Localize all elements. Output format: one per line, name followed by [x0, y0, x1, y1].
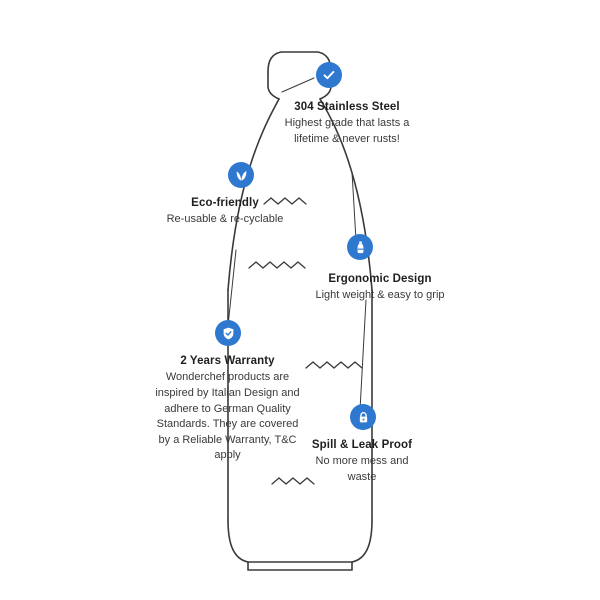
check-icon: [316, 62, 342, 88]
feature-304-stainless-steel: [272, 100, 422, 148]
wavy-line-divider: [249, 262, 305, 268]
feature-title: Spill & Leak Proof: [311, 439, 413, 451]
feature-description: Highest grade that lasts a lifetime & never rusts!: [284, 117, 410, 145]
feature-description: Light weight & easy to grip: [315, 289, 445, 302]
shield-check-icon: [215, 320, 241, 346]
feature-title: 304 Stainless Steel: [294, 101, 400, 113]
bottle-icon: [347, 234, 373, 260]
wavy-line-divider: [306, 362, 362, 368]
feature-ergonomic-design: [300, 272, 460, 304]
feature-2-years-warranty: [150, 354, 305, 464]
feature-description: Wonderchef products are inspired by Italian Design and adhere to German Quality Standards. They are covered by a Reliable Warranty, T&C apply: [155, 371, 300, 462]
feature-title: Ergonomic Design: [328, 273, 432, 285]
feature-description: Re-usable & re-cyclable: [166, 213, 284, 226]
feature-description: No more mess and waste: [315, 455, 409, 483]
feature-spill-and-leak-proof: [300, 438, 424, 486]
lock-icon: [350, 404, 376, 430]
feature-title: 2 Years Warranty: [180, 355, 275, 367]
feature-title: Eco-friendly: [191, 197, 259, 209]
leaf-icon: [228, 162, 254, 188]
feature-eco-friendly: [130, 196, 320, 228]
